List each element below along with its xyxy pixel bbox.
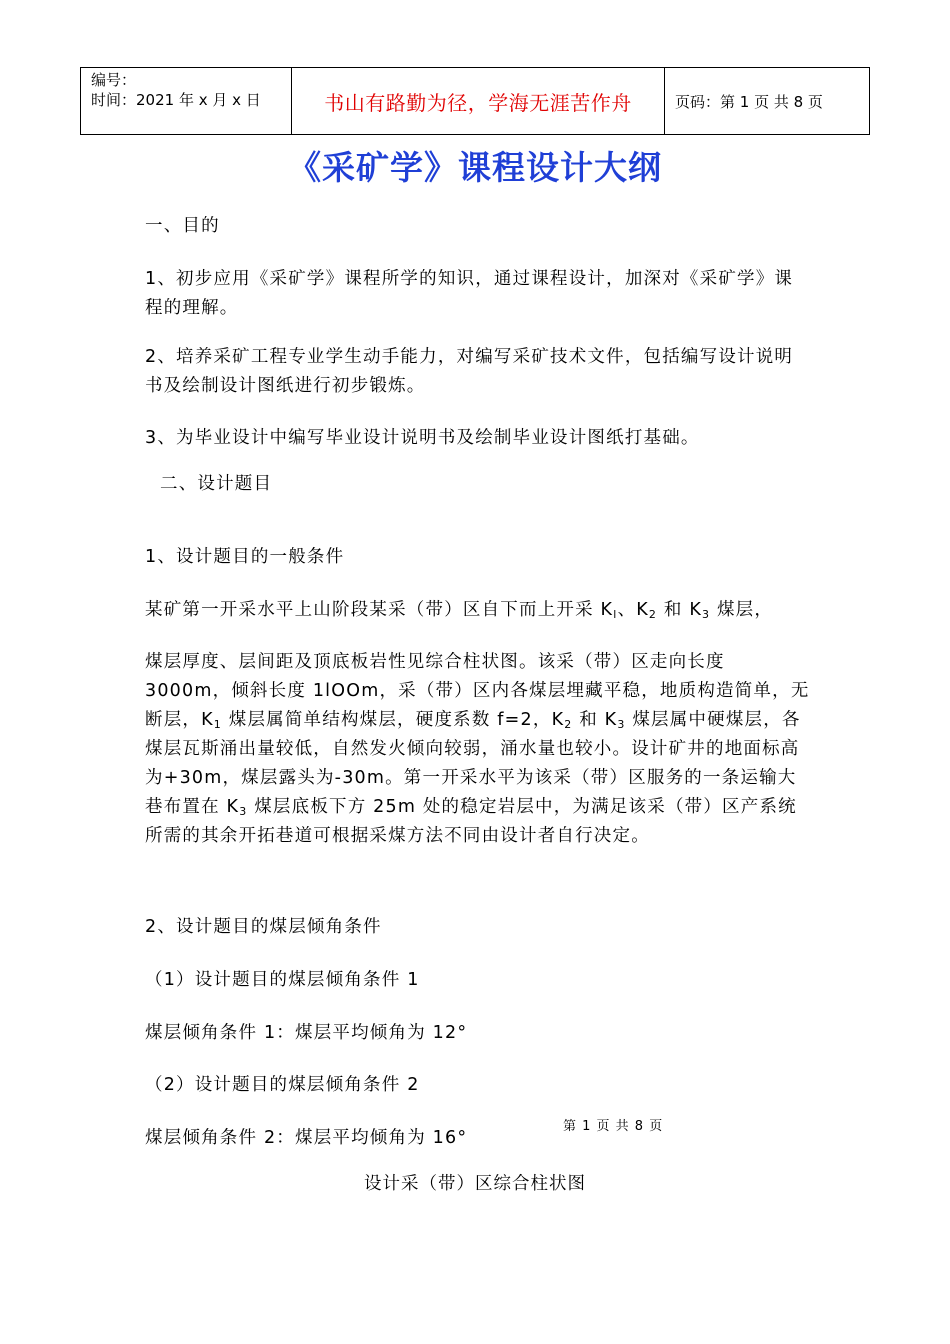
- time-label: 时间：2021 年 x 月 x 日: [91, 91, 261, 109]
- general-condition-line: 某矿第一开采水平上山阶段某采（带）区自下而上开采 $K_l$、$K_2$ 和 $K_3$ 煤层，: [145, 600, 774, 621]
- section1-item3: 3、为毕业设计中编写毕业设计说明书及绘制毕业设计图纸打基础。: [145, 428, 700, 448]
- section1-heading: 一、目的: [145, 216, 220, 236]
- header-left-cell: [81, 68, 292, 135]
- section2-heading: 二、设计题目: [160, 474, 273, 494]
- condition1-text: 煤层倾角条件 1：煤层平均倾角为 12°: [145, 1023, 468, 1043]
- section2-sub1: 1、设计题目的一般条件: [145, 547, 345, 567]
- page-label: 页码：第 1 页 共 8 页: [665, 68, 870, 135]
- page-footer: 第 1 页 共 8 页: [563, 1119, 664, 1134]
- section1-item2: 2、培养采矿工程专业学生动手能力，对编写采矿技术文件，包括编写设计说明书及绘制设计图纸进行初步锻炼。: [145, 347, 794, 396]
- document-title: 《采矿学》课程设计大纲: [288, 148, 662, 187]
- section1-item1: 1、初步应用《采矿学》课程所学的知识，通过课程设计，加深对《采矿学》课程的理解。: [145, 269, 794, 318]
- condition2-title: （2）设计题目的煤层倾角条件 2: [145, 1075, 420, 1095]
- motto: 书山有路勤为径，学海无涯苦作舟: [292, 68, 665, 135]
- section2-sub2: 2、设计题目的煤层倾角条件: [145, 917, 382, 937]
- figure-caption: 设计采（带）区综合柱状图: [364, 1174, 586, 1194]
- number-label: 编号：: [91, 71, 137, 89]
- general-condition-paragraph: 煤层厚度、层间距及顶底板岩性见综合柱状图。该采（带）区走向长度 3000m，倾斜长度 1lOOm，采（带）区内各煤层埋藏平稳，地质构造简单，无断层，$K_1$ 煤层属简单结构煤层，硬度系数 f=2，$K_2$ 和 $K_3$ 煤层属中硬煤层，各煤层瓦斯涌出量较低，自然发火倾向较弱，涌水量也较小。设计矿井的地面标高为+30m，煤层露头为-30m。第一开采水平为该采（带）区服务的一条运输大巷布置在 $K_3$ 煤层底板下方 25m 处的稳定岩层中，为满足该采（带）区产系统所需的其余开拓巷道可根据采煤方法不同由设计者自行决定。: [145, 652, 810, 846]
- condition1-title: （1）设计题目的煤层倾角条件 1: [145, 970, 420, 990]
- condition2-text: 煤层倾角条件 2：煤层平均倾角为 16°: [145, 1128, 468, 1148]
- header-table: [80, 67, 870, 135]
